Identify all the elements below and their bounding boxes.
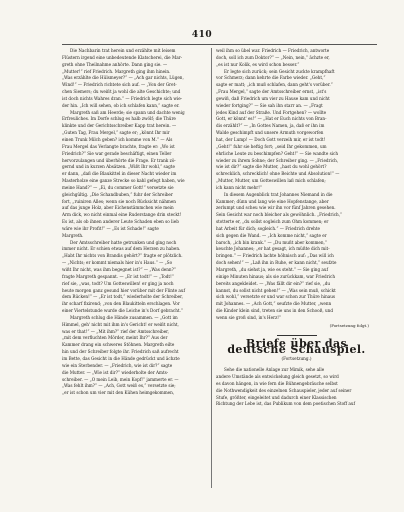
text-line: kannst, du sollst nicht gehen!“ — „Was sein muß, schickt	[216, 287, 336, 293]
page-number: 410	[191, 30, 213, 40]
header-rule	[62, 44, 377, 45]
text-line: „Was erzählte die Hülsmeyer?“ — „Ach gar nichts, Lügen,	[62, 75, 184, 81]
text-line: barsch, „ich bin krank.“ — „Du mußt aber kommen,“	[216, 239, 327, 245]
text-line: schrecklich, schrecklich! ohne Beichte und Absolution!“ —	[216, 171, 340, 177]
text-line: wißt Ihr nicht, was ihm begegnet ist?“ — „Was denn?“	[62, 267, 176, 272]
right-column	[216, 48, 377, 408]
text-line: Es ist, als ob ihnen anderer Leute Schaden eben so lieb	[62, 219, 179, 225]
text-line: keuchte Johannes; „er hat gesagt, ich müßte dich mit-	[216, 246, 330, 252]
text-line: wieder zu ihrem Sohne; der Schreiber ging. — „Friedrich,	[216, 157, 339, 163]
text-line: hat, der Lump! — Doch Gott verzeih mir, er ist todt!	[216, 136, 326, 142]
text-line: — „Nichts; er kommt niemals hier in's Haus.“ — „So	[62, 260, 173, 266]
text-line: Margreth schlug die Hände zusammen. — „Gott im	[70, 314, 178, 320]
text-line: Walde geschimpft und unsere Armuth vorgeworfen	[216, 130, 324, 136]
text-line: bereits angekleidet. — „Was fällt dir ein?“ rief sie, „du	[216, 280, 331, 286]
story-continuation	[216, 48, 377, 322]
text-line: es davon hängen, in wie fern die Bühnengebräuche selbst	[216, 380, 338, 386]
letter-body	[216, 367, 377, 408]
text-line: Margreth, „du siehst ja, wie es steht.“ — Sie ging auf	[216, 267, 329, 272]
article-heading: Briefe über das deutsche Schauspiel.	[227, 336, 366, 357]
text-line: die Nothwendigkeit des einzelnen Schauspieler, jeder auf seiner	[216, 387, 352, 393]
text-line: dis erzählt?“ — „In Gottes Namen, ja, daß er ihn im	[216, 123, 325, 129]
text-line: Wind!“ — Friedrich richtete sich auf. — „Von der Gret-	[62, 82, 177, 88]
left-column	[62, 48, 212, 488]
text-line: die Kinder klein sind, treten sie uns in den Schooß, und	[216, 308, 333, 314]
text-line: Margreth saß am Heerde; sie spann und dachte wenig	[70, 109, 185, 115]
text-line: hin und der Schreiber folgte ihr. Friedrich saß aufrecht	[62, 349, 179, 355]
text-line: Die Nachbarin trat herein und erzählte mit leisem	[70, 48, 176, 53]
text-line: hat Arbeit für dich; sogleich.“ — Friedrich drehte	[216, 225, 320, 231]
text-line: sich wohl,“ versetzte er und war schon zur Thüre hinaus	[216, 294, 335, 300]
text-line: heute morgen ganz gesund hier vorüber mit der Flinte auf	[62, 287, 186, 293]
text-line: „Was fehlt ihm?“ — „Ach, Gott weiß es,“ versetzte sie;	[62, 383, 176, 389]
text-line: gernd und in kurzen Absätzen. „Wißt Ihr wohl,“ sagte	[62, 164, 175, 170]
text-line: einige Minuten hinaus; als sie zurückkam, war Friedrich	[216, 273, 335, 279]
text-line: gleichgültig. „Die Schandbuben,“ fuhr der Schreiber	[62, 191, 173, 197]
text-line: Flüstern irgend eine unbedeutende Klatscherei, die Mar-	[62, 54, 183, 60]
text-line: Kammer; dünn und lang wie eine Hopfenstange, aber	[216, 198, 329, 204]
text-line: wie ein Sterbender. — „Friedrich, wie ist dir?“ sagte	[62, 362, 173, 368]
text-line: meine Hand?“ — „Ei, du commer Gott!“ versetzte sie	[62, 184, 174, 190]
text-line: schreiber. — „O mein Leib, mein Kopf!“ jammerte er. —	[62, 376, 179, 382]
text-line: Gott, er könnt' es!“ — „Hat er Euch nichts von Bran-	[216, 116, 327, 122]
text-line: ihr scharf fixirend; „von den Blaukitteln erschlagen. Vor	[62, 301, 180, 307]
text-line: ist doch nichts Wahres dran.“ — Friedrich legte sich wie-	[62, 95, 183, 101]
text-line: „Mutter, Mutter, um Gotteswillen laß mich schlafen;	[216, 178, 326, 184]
text-line: „Guten Tag, Frau Mergel,“ sagte er; „könnt Ihr mir	[62, 130, 170, 136]
text-line: er dann, „daß die Blaukittel in dieser Nacht wieder im	[62, 171, 177, 177]
article-subheading: (Fortsetzung.)	[281, 356, 312, 362]
text-line: In diesem Augenblick trat Johannes Niemand in die	[224, 191, 333, 197]
text-line: einer Viertelstunde wurde die Leiche in's Dorf gebracht.“	[62, 308, 183, 314]
text-line: hervorzulangen und überhörte die Frage. Er trank zö-	[62, 157, 176, 163]
text-line: auf das junge Holz, aber Eichenstämmchen wie mein	[62, 205, 174, 211]
text-line: dem Rücken!“ — „Er ist todt,“ wiederholte der Schreiber,	[62, 294, 183, 300]
text-line: sich gegen die Wand. — „Ich komme nicht,“ sagte er	[216, 232, 327, 238]
text-line: Friedrich?“ Sie war gerade beschäftigt, einen Teller	[62, 150, 172, 156]
text-line: Er legte sich zurück; sein Gesicht zuckte krampfhaft	[224, 68, 335, 74]
text-line: Richtung der Lebe ist, das Publikum von dem poetischen Stoff auf	[216, 401, 356, 407]
text-line: andere Umstände als entwickelung gleich gesetzt, so wird	[216, 373, 339, 379]
text-line: Der Amtsschreiber hatte getrunken und ging noch	[70, 239, 177, 245]
text-line: chen Siemers; du weißt ja wohl die alte Geschichte; und	[62, 89, 181, 95]
text-line: doch sehen!“ — „Laß ihn in Ruhe, er kann nicht,“ seufzte	[216, 260, 337, 266]
text-line: Kammer drang ein schweres Stöhnen. Margreth eilte	[62, 342, 175, 348]
text-line: ich kann nicht mehr!“	[216, 184, 263, 190]
text-line: fort, „ruiniren Alles; wenn sie noch Rücksicht nähmen	[62, 198, 176, 204]
text-line: Stufe, größter, eingeleitet und dadurch einer Klassischen	[216, 394, 337, 400]
text-line: Sehe die nationelle Anlage zur Mimik, sehe alle	[224, 367, 325, 373]
text-line: Masterholze eine ganze Strecke so kahl gefegt haben, wie	[62, 178, 185, 184]
text-line: der hin. „Ich will sehen, ob ich schlafen kann,“ sagte er.	[62, 102, 180, 108]
text-line: „mit dem verfluchten Mörder, meint Ihr?“ Aus der	[62, 335, 168, 341]
text-line: ehrliche Leute zu beschimpfen? Geht!“ — Sie wandte sich	[216, 150, 339, 156]
text-line: immer nicht. Er schien etwas auf dem Herzen zu haben.	[62, 246, 181, 252]
text-line: wie ist dir?“ sagte die Mutter, „hast du wohl gehört?	[216, 164, 327, 170]
text-line: weil ihm so übel war. Friedrich — Friedrich, antworte	[216, 48, 330, 53]
text-line: im Bette, das Gesicht in die Hände gedrückt und ächzte	[62, 355, 180, 361]
text-line: die Mutter. — „Wie ist dir?“ wiederholte der Amts-	[62, 369, 169, 375]
text-line: Himmel, geh' nicht mit ihm in's Gericht! er weißt nicht,	[62, 321, 179, 327]
text-line: „Habt Ihr nichts von Brandis gehört?“ fragte er plötzlich.	[62, 253, 183, 259]
text-line: gewiß, daß Friedrich um vier zu Hause kam und nicht	[216, 95, 330, 101]
text-line: einen Trunk Milch geben? ich komme von M.“ — Als	[62, 136, 173, 142]
text-line: wenn sie groß sind, in's Herz!“	[216, 314, 282, 320]
section-divider	[277, 335, 317, 336]
text-line: zerlumpt und scheu wie wir ihn vor fünf Jahren gesehen.	[216, 205, 336, 211]
text-line: „er ist schon um vier mit den Kühen heimgekommen,	[62, 390, 175, 396]
text-line: „Frau Mergel,“ sagte der Amtsschreiber ernst, „ist's	[216, 89, 327, 95]
text-line: Arm dick, wo nicht einmal eine Ruderstange drin steckt!	[62, 212, 182, 218]
text-line: fragte Margreth gespannt. — „Er ist todt!“ — „Todt!“	[62, 273, 174, 279]
text-line: vor Schmerz; dann kehrte die Farbe wieder. „Geht,“	[216, 75, 326, 81]
text-line: wieder fortging?“ — Sie sah ihn starr an. — „Fragt	[216, 102, 323, 108]
text-line: „es ist nur Kolik, es wird schon besser.“	[216, 61, 300, 67]
text-line: mit Johannes. — „Ach Gott,“ seufzte die Mutter, „wenn	[216, 301, 332, 307]
text-line: greth ohne Theilnahme anhörte. Dann ging sie. —	[62, 61, 168, 67]
text-line: bringen.“ — Friedrich lachte höhnisch auf: „Das will ich	[216, 253, 334, 259]
text-line: „Geht!“ fuhr sie heftig fort; „seid Ihr gekommen, um	[216, 143, 327, 149]
text-line: „Mutter!“ rief Friedrich. Margreth ging ihm hinein.	[62, 68, 171, 74]
text-line: Frau Mergel das Verlangte brachte, fragte er: „Wo ist	[62, 143, 175, 149]
text-line: wäre wie ihr Profit!“ — „Es ist Schade!“ sagte	[62, 225, 159, 231]
text-line: Sein Gesicht war noch bleicher als gewöhnlich. „Friedrich,“	[216, 212, 343, 218]
text-line: stotterte er, „du sollst sogleich zum Ohm kommen; er	[216, 219, 329, 225]
text-line: Erfreuliches. Im Dorfe schlug es halb zwölf; die Thüre	[62, 116, 176, 122]
continuation-note: (Fortsetzung folgt.)	[329, 322, 369, 328]
text-line: jedes Kind auf der Straße. Und Fortgehen? — wollte	[216, 109, 327, 115]
text-line: Margreth.	[62, 232, 84, 238]
text-line: rief sie, „was, todt? Um Gotteswillen! er ging ja noch	[62, 280, 174, 286]
text-line: doch, soll ich zum Doktor?“ — „Nein, nein,“ ächzte er,	[216, 54, 330, 60]
text-line: was er that!“ — „Mit ihm?“ rief der Amtsschreiber,	[62, 328, 169, 334]
text-line: sagte er matt; „ich muß schlafen, dann geht's vorüber.“	[216, 82, 333, 88]
text-line: klinkte und der Gerichtsschreiber Kapp trat herein. —	[62, 123, 177, 129]
